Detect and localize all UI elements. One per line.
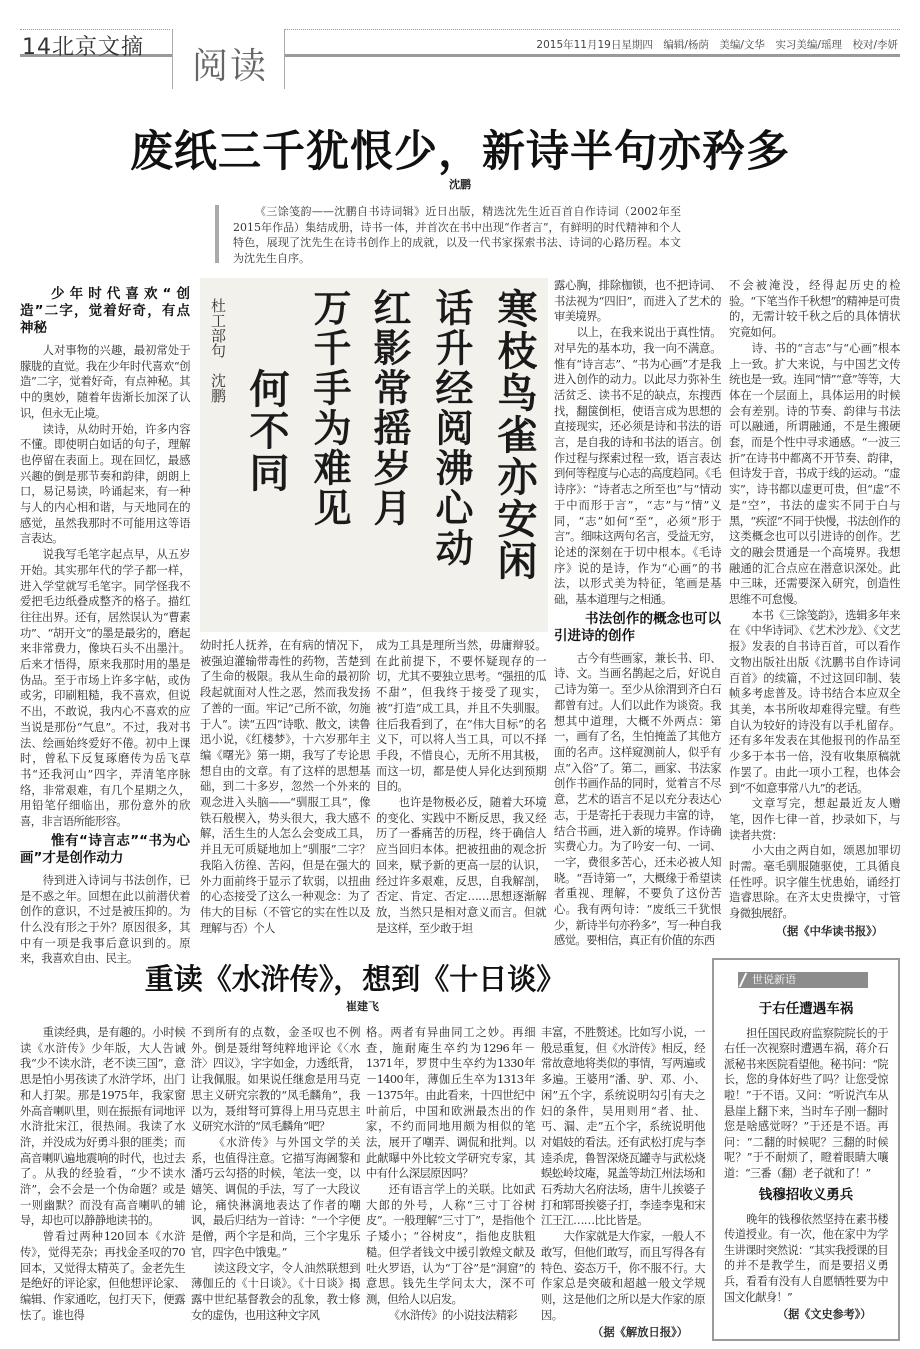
- paragraph: 不到所有的点数，金圣叹也不例外。倒是聂绀弩纯粹地评论《〈水浒〉四议》，字字如金，力透纸背，让我佩服。如果说任继愈是用马克思主义研究宗教的“凤毛麟角”，我以为，聂绀弩可算得上用马克思主义研究水浒的“凤毛麟角”吧？: [191, 1026, 360, 1134]
- paragraph: 也许是物极必反，随着大环境的变化、实践中不断反思，我又经历了一番痛苦的历程，终于确信人应当回归本体。把被扭曲的观念折回来，赋予新的更高一层的认识，经过许多艰难，反思，自我解剖，否定、肯定、否定……思想逐渐解放，当然只是相对意义而言。但就是这样，至少敢于坦: [376, 796, 546, 935]
- paragraph: 以上，在我来说出于真性情。对早先的基本功，我一向不满意。惟有“诗言志”、“书为心画”才是我进入创作的动力。以此尽力弥补生活贫乏、读书不足的缺点，东搜西找，翻箧倒柜，使语言成为思想的直接现实，还必须是诗和书法的语言，是自我的诗和书法的语言。创作过程与探索过程一致，语言表达到何等程度与心志的高度趋同。《毛诗序》：“诗者志之所至也”与“情动于中而形于言”，“志”与“情”义同，“志”如何“至”，必须“形于言”。细味这两句名言，受益无穷，论述的深刻在于切中根本。《毛诗序》说的是诗，作为“心画”的书法，以形式美为特征，笔画是基础，基本道理与之相通。: [554, 326, 721, 607]
- article1-column-3: [376, 638, 546, 936]
- paragraph: 人对事物的兴趣，最初常处于朦胧的直觉。我在少年时代喜欢“创造”二字，觉着好奇，有点神秘。其中的奥妙，随着年齿渐长加深了认识，但永无止境。: [20, 344, 190, 420]
- paragraph: 小大由之两自如，颂恩加罪切时需。毫毛驯服随驱使，工具循良任性呼。识字催生忧患始，诵经打造睿思除。在齐太史贵操守，寸管身微独展舒。: [729, 844, 900, 921]
- sidebar-source: （据《文史参考》）: [777, 1308, 872, 1322]
- paragraph: 《水浒传》的小说技法精彩: [388, 1308, 517, 1322]
- article-intro: 《三馀笺韵——沈鹏自书诗词辑》近日出版，精选沈先生近百首自作诗词（2002年至2015年作品）集结成册，诗书一体，并首次在书中出现“作者言”，有鲜明的时代精神和个人特色，展现了沈先生在诗书创作上的成就，以及一代书家探索书法、诗词的心路历程。本文为沈先生自序。: [233, 205, 681, 265]
- paragraph: 格。两者有异曲同工之妙。再细查，施耐庵生卒约为1296年－1371年，罗贯中生卒约为1330年－1400年，薄伽丘生卒为1313年－1375年。由此看来，十四世纪中叶前后，中国和欧洲最杰出的作家，不约而同地用颇为相似的笔法，展开了嘲弄、调侃和批判。以此献曝中外比较文学研究专家，其中有什么深层原因吗？: [366, 1026, 535, 1181]
- masthead-rule-top-right: [285, 29, 900, 30]
- source-credit: （据《中华读书报》）: [775, 924, 884, 938]
- issue-info: 2015年11月19日星期四 编辑/杨荫 美编/文华 实习美编/瑶理 校对/李妍: [536, 39, 898, 51]
- sidebar-story-title: 于右任遭遇车祸: [758, 1001, 854, 1017]
- article-author: 沈鹏: [449, 178, 471, 191]
- paragraph: 说我写毛笔字起点早，从五岁开始。其实那年代的学子都一样，进入学堂就写毛笔字。同学怪我不爱把毛边纸叠成整齐的格子。描红往往出界。还有，居然误认为“曹素功”、“胡开文”的墨是最劣的，磨起来非常费力，像块石头不出墨汁。后来才悟得，原来我那时用的墨是伪品。至于市场上许多字帖，或伪或劣，印刷粗糙，我不喜欢，但说不出，不敢说，我内心不喜欢的应当说是那份“气息”。不过，我对书法、绘画始终爱好不倦。初中上课时，曾私下反复琢磨传为岳飞草书“还我河山”四字，弄清笔序脉络，非常艰难，有几个星期之久，用铅笔仔细临出，那份意外的欣喜，非言语所能形容。: [20, 548, 190, 829]
- paragraph: 古今有些画家，兼长书、印、诗、文。当画名鹊起之后，好说自己诗为第一。至少从徐渭到齐白石都曾有过。人们以此作为谈资。我想其中道理，大概不外两点：第一，画有了名，生怕掩盖了其他方面的名声。这样窥测前人，似乎有点“入俗”了。第二，画家、书法家创作书画作品的同时，觉着言不尽意，艺术的语言不足以充分表达心志，于是寄托于表现力丰富的诗，结合书画，进入新的境界。作诗确实费心力。为了吟安一句、一词、一字，费很多苦心，还未必被人知晓。“吾诗第一”，大概缘于希望读者重视、理解，不要负了这份苦心。我有两句诗：“废纸三千犹恨少，新诗半句亦矜多”，写一种自我感觉。要相信，真正有价值的东西: [554, 651, 721, 948]
- sidebar-story-text: 担任国民政府监察院院长的于右任一次视察时遭遇车祸，蒋介石派秘书来医院看望他。秘书问：“院长，您的身体好些了吗？让您受惊啦！”于不语。又问：“听说汽车从悬崖上翻下来，当时车子刚一翻时您是啥感觉呀？”于还是不语。再问：“二翻的时候呢？三翻的时候呢？”于不耐烦了，瞪着眼睛大嚷道：“三番（翻）老子就和了！”: [724, 1026, 888, 1180]
- article2-column-1: [20, 1025, 185, 1323]
- article-headline: 重读《水浒传》，想到《十日谈》: [144, 962, 566, 996]
- section-name: 阅读: [192, 46, 269, 87]
- paper-name: 14北京文摘: [22, 35, 144, 60]
- masthead-divider: [172, 29, 173, 89]
- paragraph: 还有语言学上的关联。比如武大郎的外号，人称“三寸丁谷树皮”。一般理解“三寸丁”，是指他个子矮小；“谷树皮”，指他皮肤粗糙。但学者钱文中援引敦煌文献及吐火罗语，认为“丁谷”是“洞窟”的意思。钱先生学问太大，深不可测，但给人以启发。: [366, 1183, 535, 1306]
- section-heading: 少年时代喜欢“创造”二字，觉着好奇，有点神秘: [20, 286, 190, 336]
- sidebar-story-text: 晚年的钱穆依然坚持在素书楼传道授业。有一次，他在家中为学生讲课时突然说：“其实我授课的目的并不是教学生，而是要招义勇兵，看看有没有人自愿牺牲要为中国文化献身！”: [724, 1212, 888, 1304]
- article2-column-3: [366, 1025, 535, 1323]
- calligraphy-column: 红影常摇岁月: [367, 288, 412, 528]
- paragraph: 曾看过两种120回本《水浒传》，觉得芜杂；再找金圣叹的70回本，又觉得太精英了。金老先生是绝好的评论家，但他想评论家、编辑、作家通吃，包打天下，便露怯了。谁也得: [20, 1230, 185, 1322]
- paragraph: 待到进入诗词与书法创作，已是不惑之年。回想在此以前潜伏着创作的意识，不过是被压抑的。为什么没有形之于外？原因很多，其中有一项是我事后意识到的。原来，我喜欢自由、民主。: [20, 873, 190, 966]
- masthead-rule-right: [285, 54, 900, 57]
- article-author: 崔建飞: [346, 1000, 379, 1013]
- calligraphy-column: 寒枝鸟雀亦安闲: [491, 288, 538, 582]
- article2-column-2: [191, 1025, 360, 1323]
- paragraph: 丰富，不胜赘述。比如写小说，一般忌重复，但《水浒传》相反，经常故意地将类似的事情，写两遍或多遍。王婆用“潘、驴、邓、小、闲”五个字，系统说明勾引有夫之妇的条件，吴用则用“者、扯、丐、漏、走”五个字，系统说明他对娼妓的看法。还有武松打虎与李逵杀虎，鲁智深烧瓦罐寺与武松烧蜈蚣岭坟庵，晁盖等劫江州法场和石秀劫大名府法场，唐牛儿挨婆子打和郓哥挨婆子打，李逵李鬼和宋江王江……比比皆是。: [541, 1026, 705, 1228]
- section-heading: 惟有“诗言志”“书为心画”才是创作动力: [20, 832, 190, 866]
- article-headline: 废纸三千犹恨少，新诗半句亦矜多: [130, 127, 790, 177]
- article1-column-1: [20, 283, 190, 967]
- sidebar-story-1: [724, 1002, 888, 1182]
- paragraph: 露心胸，排除枷锁，也不把诗词、书法视为“四旧”，而进入了艺术的审美境界。: [554, 279, 721, 324]
- paragraph: 文章写完，想起最近友人赠笔，因作七律一首，抄录如下，与读者共赏：: [729, 797, 900, 842]
- article2-column-4: [541, 1025, 705, 1341]
- section-heading: 书法创作的概念也可以引进诗的创作: [554, 610, 721, 644]
- source-credit: （据《解放日报》）: [592, 1326, 689, 1340]
- paragraph: 不会被淹没，经得起历史的检验。“下笔当作千秋想”的精神是可贵的，无需计较千秋之后的具体情状究竟如何。: [729, 279, 900, 340]
- paragraph: 幼时托人抚养，在有病的情况下，被强迫灌输带毒性的药物，苦楚到了生命的极限。我从生命的最初阶段起就面对人性之恶，然而我发扬了善的一面。牢记“己所不欲，勿施于人”。读“五四”诗歌、散文，读鲁迅小说，《红楼梦》，十六岁那年主编《曙光》第一期，我写了专论思想自由的文章。有了这样的思想基础，到二十多岁，忽然一个外来的观念进入头脑——“驯服工具”，像铁石般楔入，势头很大，我大感不解，活生生的人怎么会变成工具，并且无可质疑地加上“驯服”二字？我陷入彷徨、苦闷，但是在强大的外力面前终于显示了软弱，以扭曲的心态接受了这么一种观念：为了伟大的目标（不管它的实在性以及理解与否）个人: [200, 639, 370, 935]
- calligraphy-column: 万千手为难见: [307, 288, 352, 528]
- article1-column-5: [729, 278, 900, 940]
- calligraphy-artwork: [200, 278, 548, 632]
- paragraph: 大作家就是大作家，一般人不敢写，但他们敢写，而且写得各有特色、姿态万千，你不服不行。大作家总是突破和超越一般文学规则，这是他们之所以是大作家的原因。: [541, 1230, 705, 1322]
- article1-column-2: [200, 638, 370, 936]
- paragraph: 《水浒传》与外国文学的关系，也值得注意。它描写海阇黎和潘巧云勾搭的时候，笔法一变，以嬉笑、调侃的手法，写了一大段议论，痛快淋漓地表达了作者的嘲讽，最后归结为一首诗：“一个字便是僧，两个字是和尚，三个字鬼乐官，四字色中饿鬼。”: [191, 1135, 360, 1259]
- paragraph: 读这段文字，令人油然联想到薄伽丘的《十日谈》。《十日谈》揭露中世纪基督教会的乱象，教士修女的虚伪，也用这种文字风: [191, 1261, 360, 1322]
- sidebar-box: [712, 958, 900, 1341]
- calligraphy-column: 何不同: [243, 368, 290, 494]
- sidebar-story-2: [724, 1188, 888, 1323]
- paragraph: 本书《三馀笺韵》，选辑多年来在《中华诗词》、《艺术沙龙》、《文艺报》发表的自书诗百首，可以看作文物出版社出版《沈鹏书自作诗词百首》的续篇，不过这回印制、装帧多考虑普及。诗书结合本应双全其美，本书所收却难得完璧。有些自认为较好的诗没有以手札留存。还有多年发表在其他报刊的作品至少多于本书一倍，没有收集原稿就作罢了。由此一项小工程，也体会到“不如意事常八九”的老话。: [729, 608, 900, 795]
- paragraph: 重读经典，是有趣的。小时候读《水浒传》少年版，大人告诫我“少不读水浒，老不读三国”，意思是怕小男孩读了水浒学坏，出门和人打架。那是1975年，我家窗外高音喇叭里，则在振振有词地评水浒批宋江，很热闹。我读了水浒，并没成为好勇斗狠的匪类；而高音喇叭遍地震响的时代，也过去了。从我的经验看，“少不读水浒”，会不会是一个伪命题？或是一则幽默？而没有高音喇叭的辅导，却也可以静静地读书的。: [20, 1026, 185, 1228]
- paragraph: 成为工具是理所当然，毋庸辩驳。在此前提下，不要怀疑现存的一切，尤其不要独立思考。“强扭的瓜不甜”，但我终于接受了现实，被“打造”成工具，并且不失驯服。往后我看到了，在“伟大目标”的名义下，可以将人当工具，可以不择手段，不惜良心，无所不用其极，而这一切，都是使人异化达到预期目的。: [376, 639, 546, 794]
- sidebar-story-title: 钱穆招收义勇兵: [758, 1187, 854, 1203]
- paragraph: 读诗，从幼时开始，许多内容不懂。即使明白如话的句子，理解也停留在表面上。现在回忆，最感兴趣的倒是那节奏和韵律，朗朗上口，易记易读，吟诵起来，有一种与人的内心相和谐，与天地同在的感觉，虽然我那时不可能用这等语言表达。: [20, 422, 190, 546]
- masthead-divider: [284, 29, 285, 89]
- paragraph: 诗、书的“言志”与“心画”根本上一致。扩大来说，与中国艺文传统也是一致。连同“情”“意”等等，大体在一个层面上，具体运用的时候会有差别。诗的节奏、韵律与书法可以融通，所谓融通，不是生搬硬套，而是个性中寻求通感。“一波三折”在诗书中都离不开节奏、韵律，但诗发于音，书成于线的运动。“虚实”，诗书都以虚更可贵，但“虚”不是“空”，书法的虚实不同于白与黑，“疾涩”不同于快慢，书法创作的这类概念也可以引进诗的创作。艺文的融会贯通是一个高境界。我想融通的汇合点应在潜意识深处。此中三昧，还需要深入研究，创造性思维不可怠慢。: [729, 341, 900, 607]
- calligraphy-column: 话升经阅沸心动: [429, 288, 474, 568]
- sidebar-tag: 世说新语: [738, 972, 868, 988]
- calligraphy-signature: 杜工部句 沈鹏: [209, 298, 227, 403]
- article1-column-4: [554, 278, 721, 949]
